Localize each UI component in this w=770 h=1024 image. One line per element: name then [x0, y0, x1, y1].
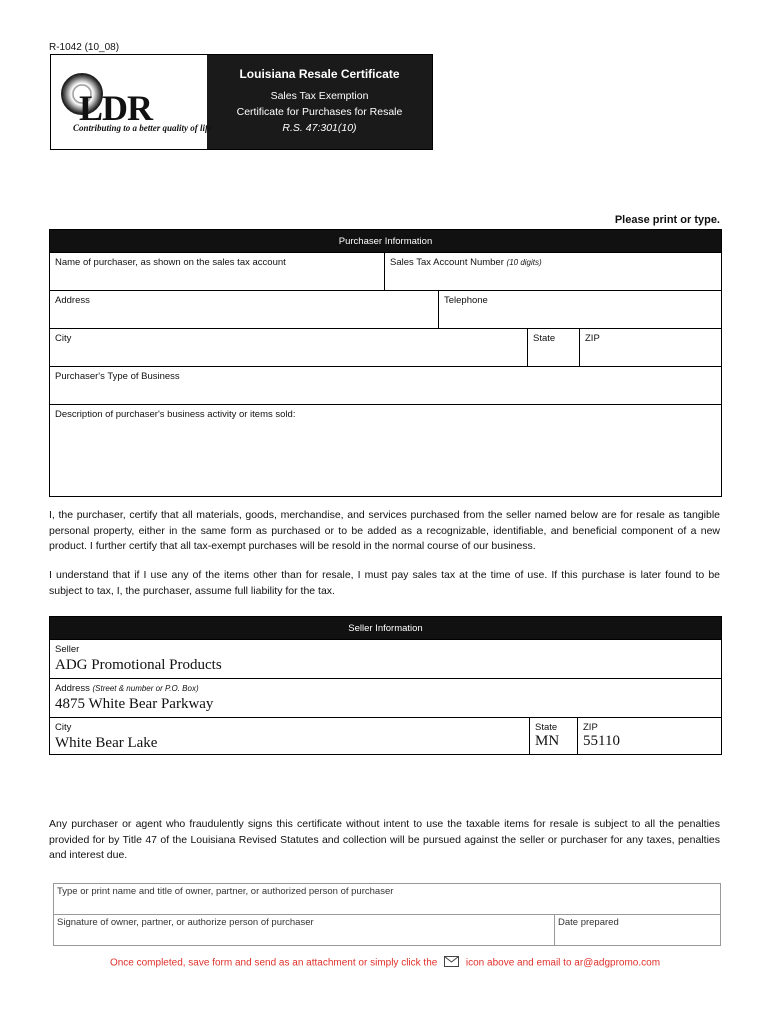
seller-address-label: Address — [55, 683, 90, 694]
seller-name-value: ADG Promotional Products — [55, 657, 222, 673]
business-type-label: Purchaser's Type of Business — [55, 371, 180, 382]
penalty-text: Any purchaser or agent who fraudulently signs this certificate without intent to use the taxable items for resale is subject to all the penalties provided for by Title 47 of the Louisiana Revised Statutes and collection will be pursued against the seller or purchaser for any taxes, penalties and interest due. — [49, 818, 720, 861]
seller-name-field[interactable] — [50, 640, 721, 678]
address-label: Address — [55, 295, 90, 306]
logo-tagline: Contributing to a better quality of life — [73, 123, 213, 133]
seller-address-hint: (Street & number or P.O. Box) — [92, 684, 199, 693]
seller-address-value: 4875 White Bear Parkway — [55, 696, 214, 712]
seller-state-label: State — [535, 722, 558, 733]
email-instruction — [0, 956, 770, 970]
purchaser-zip-field[interactable] — [579, 329, 721, 366]
signature-row-name — [54, 884, 720, 914]
seller-zip-value: 55110 — [583, 733, 620, 749]
print-instruction: Please print or type. — [614, 214, 720, 226]
business-type-field[interactable] — [50, 367, 721, 404]
seller-row-city — [50, 717, 721, 754]
purchaser-city-field[interactable] — [50, 329, 527, 366]
form-subtitle-1: Sales Tax Exemption — [270, 90, 369, 102]
purchaser-row-city — [50, 328, 721, 366]
seller-zip-label: ZIP — [583, 722, 598, 733]
form-subtitle-2: Certificate for Purchases for Resale — [236, 106, 403, 118]
purchaser-section-title: Purchaser Information — [50, 230, 721, 252]
seller-state-value: MN — [535, 733, 560, 749]
name-title-label: Type or print name and title of owner, partner, or authorized person of purchaser — [57, 886, 394, 897]
telephone-field[interactable] — [438, 291, 721, 328]
city-label: City — [55, 333, 72, 344]
account-hint: (10 digits) — [506, 258, 542, 267]
form-title: Louisiana Resale Certificate — [239, 67, 400, 81]
seller-section — [49, 616, 722, 755]
seller-label: Seller — [55, 644, 80, 655]
title-box — [207, 55, 432, 149]
seller-city-value: White Bear Lake — [55, 735, 158, 751]
business-description-field[interactable] — [50, 405, 721, 496]
date-label: Date prepared — [558, 917, 619, 928]
purchaser-address-field[interactable] — [50, 291, 438, 328]
purchaser-name-field[interactable] — [50, 253, 384, 290]
purchaser-row-name — [50, 252, 721, 290]
note-text-after: icon above and email to ar@adgpromo.com — [465, 957, 661, 969]
signature-label: Signature of owner, partner, or authorize person of purchaser — [57, 917, 314, 928]
signature-section — [53, 883, 721, 946]
purchaser-state-field[interactable] — [527, 329, 579, 366]
ldr-logo — [51, 55, 213, 149]
seller-row-name — [50, 639, 721, 678]
certification-text: I, the purchaser, certify that all materials, goods, merchandise, and services purchased from the seller named below are for resale as tangible personal property, either in the same form as purchased or to be added as a recognizable, identifiable, and beneficial component of a new product. I further certify that all tax-exempt purchases will be resold in the normal course of our business. — [49, 509, 720, 552]
zip-label: ZIP — [585, 333, 600, 344]
seller-row-address — [50, 678, 721, 717]
purchaser-row-address — [50, 290, 721, 328]
account-label: Sales Tax Account Number — [390, 257, 504, 268]
seller-state-field[interactable] — [529, 718, 577, 754]
telephone-label: Telephone — [444, 295, 488, 306]
purchaser-section — [49, 229, 722, 497]
name-title-field[interactable] — [54, 884, 720, 914]
purchaser-row-business — [50, 366, 721, 404]
seller-section-title: Seller Information — [50, 617, 721, 639]
description-label: Description of purchaser's business activity or items sold: — [55, 409, 296, 420]
note-text-before: Once completed, save form and send as an attachment or simply click the — [109, 957, 438, 969]
state-label: State — [533, 333, 556, 344]
statute-reference: R.S. 47:301(10) — [282, 122, 357, 134]
seller-address-field[interactable] — [50, 679, 721, 717]
form-code: R-1042 (10_08) — [49, 42, 120, 53]
liability-text: I understand that if I use any of the items other than for resale, I must pay sales tax at the time of use. If this purchase is later found to be subject to tax, I, the purchaser, assume full liability for the tax. — [49, 569, 720, 597]
seller-zip-field[interactable] — [577, 718, 721, 754]
signature-row-sign — [54, 914, 720, 945]
date-prepared-field[interactable] — [555, 915, 720, 945]
form-header — [50, 54, 433, 150]
purchaser-name-label: Name of purchaser, as shown on the sales tax account — [55, 257, 286, 268]
mail-icon[interactable] — [444, 956, 459, 970]
sales-tax-account-field[interactable] — [384, 253, 721, 290]
signature-field[interactable] — [54, 915, 555, 945]
seller-city-label: City — [55, 722, 72, 733]
seller-city-field[interactable] — [50, 718, 529, 754]
purchaser-row-description — [50, 404, 721, 496]
logo-mark: LDR — [79, 88, 153, 128]
